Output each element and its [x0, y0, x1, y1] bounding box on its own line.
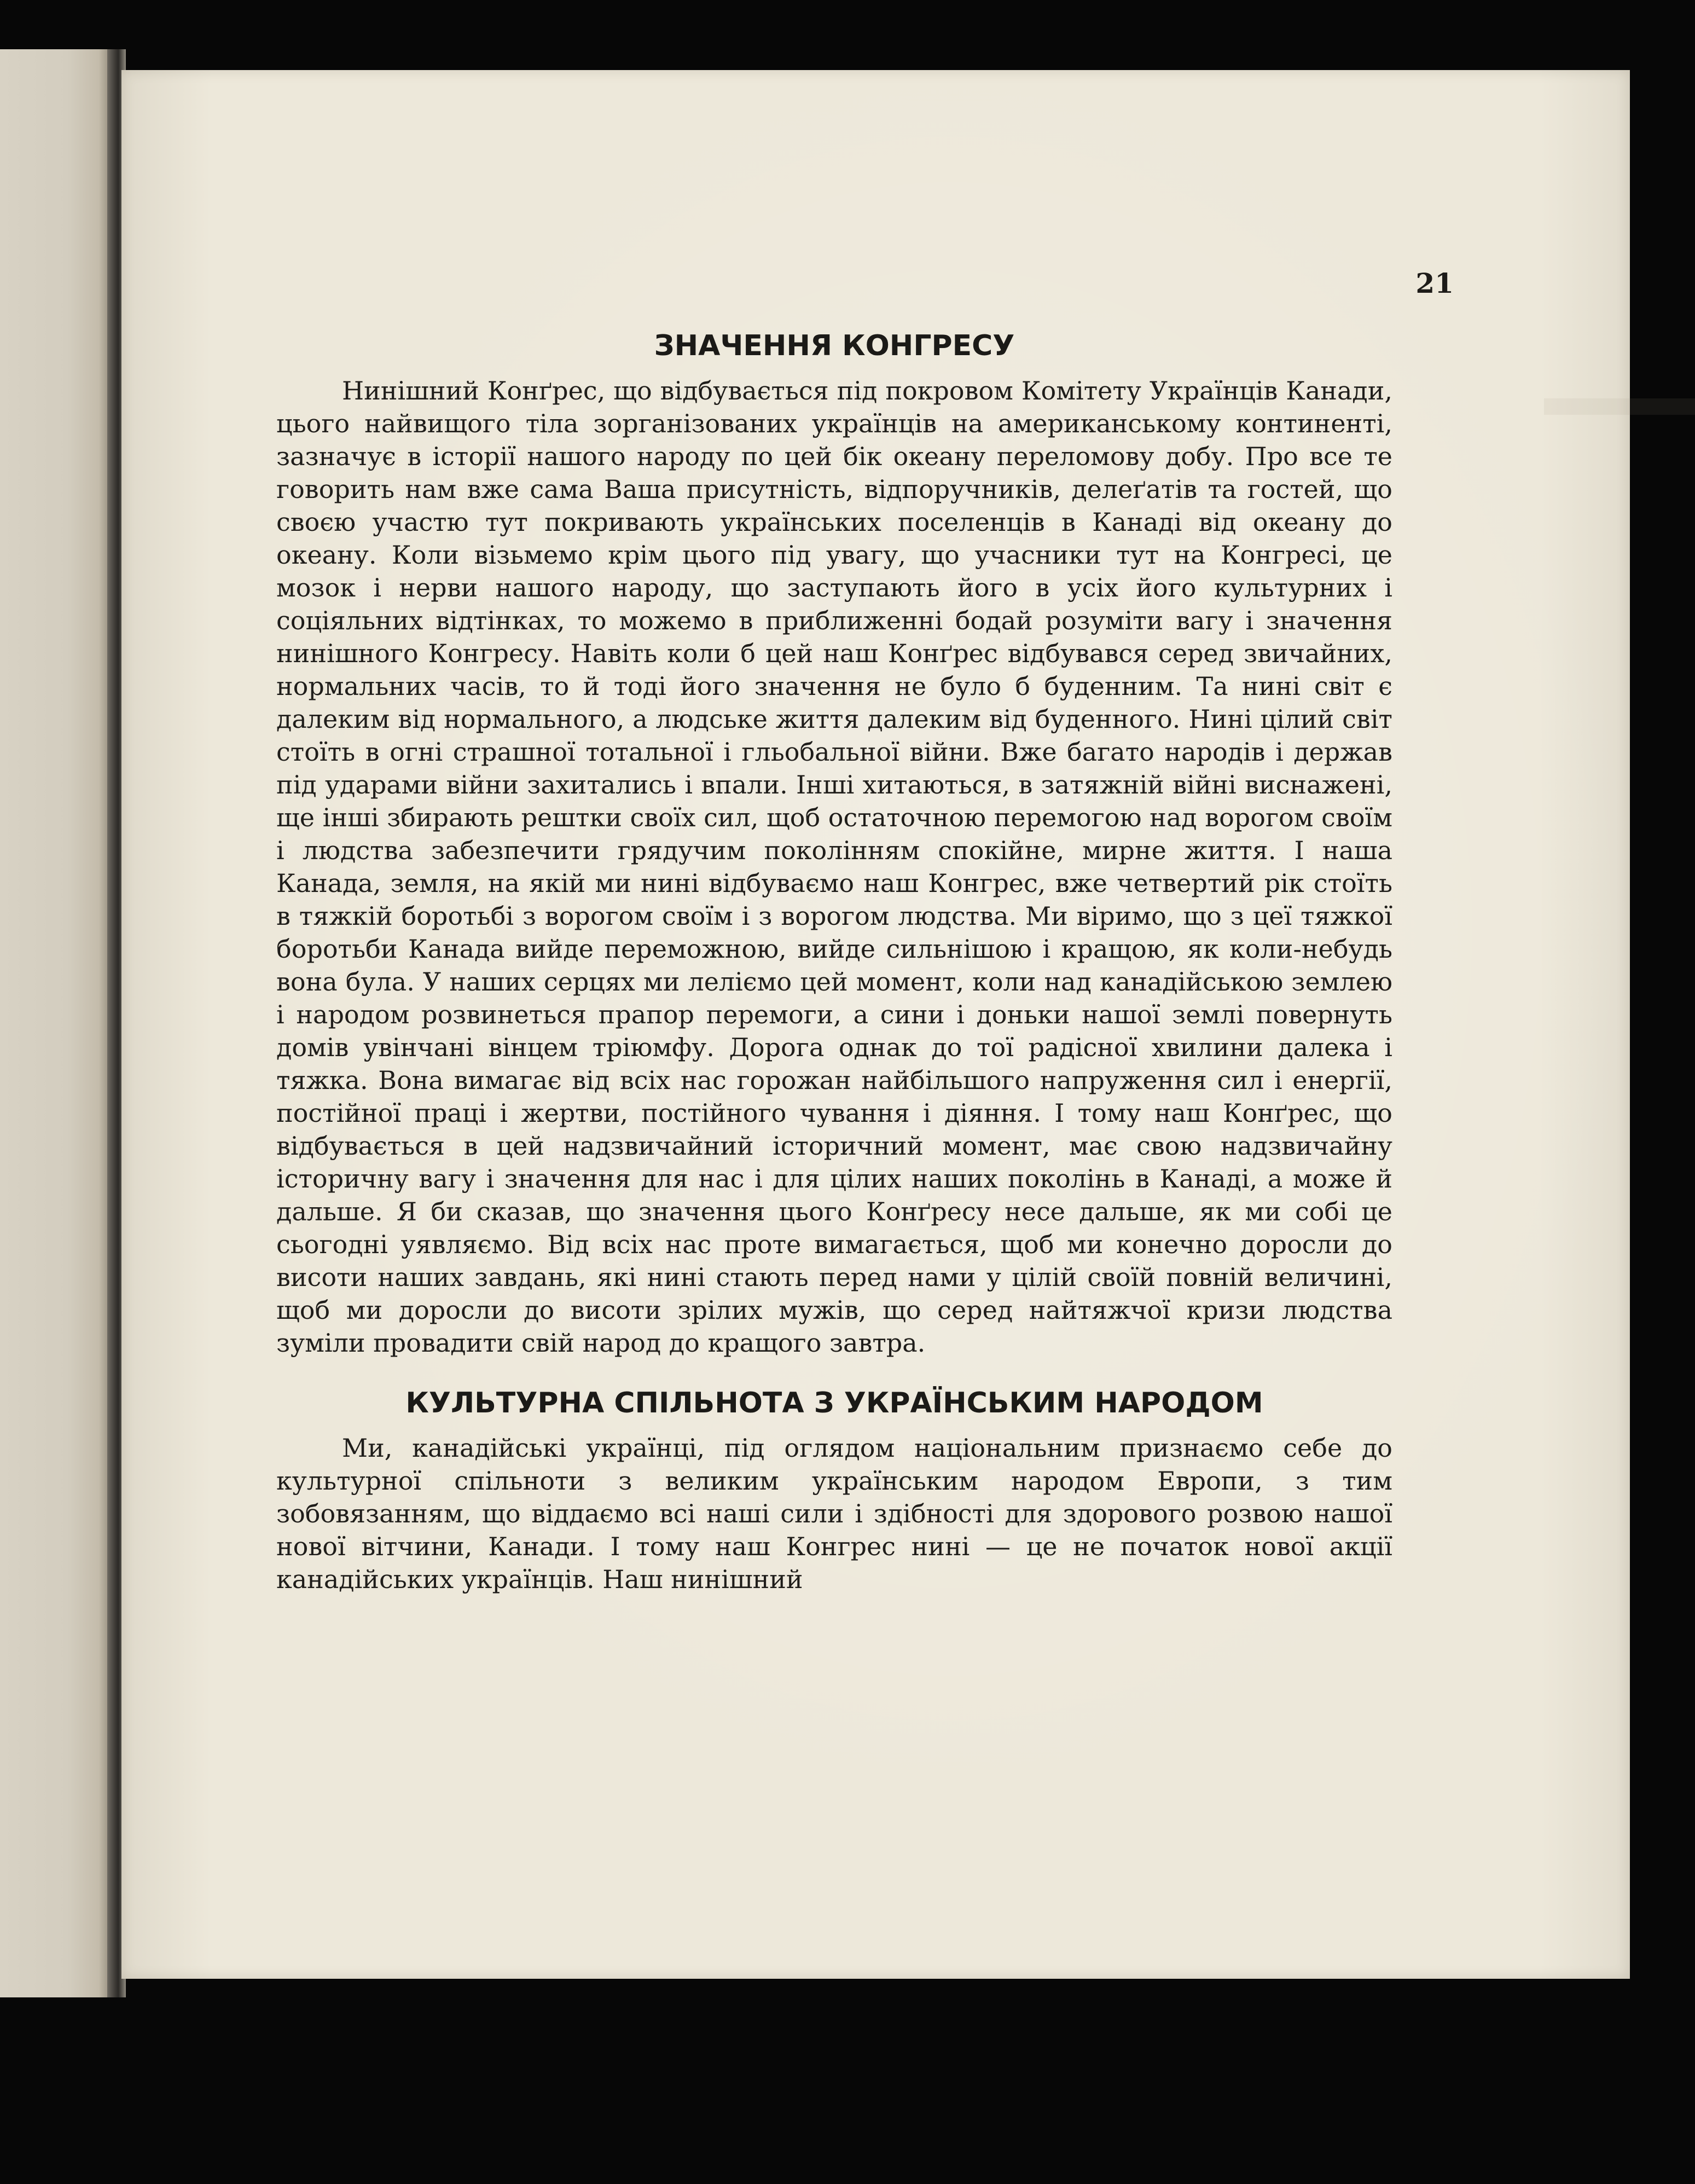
section-heading: ЗНАЧЕННЯ КОНГРЕСУ — [654, 329, 1015, 362]
section-paragraph: Ми, канадійські українці, під оглядом національним признаємо себе до культурної спільноти з великим українським народом Европи, з тим зобовязанням, що віддаємо всі наші сили і здібності для здорового розвою нашої нової вітчини, Канади. І тому наш Конгрес нині — це не початок нової акції канадійських українців. Наш нинішний — [276, 1433, 1392, 1594]
left-page-edge — [0, 49, 112, 1997]
show-through-shadow — [1544, 398, 1695, 415]
page-number: 21 — [1415, 267, 1454, 299]
section-heading: КУЛЬТУРНА СПІЛЬНОТА З УКРАЇНСЬКИМ НАРОДОМ — [405, 1387, 1263, 1420]
section-paragraph: Нинішний Конґрес, що відбувається під покровом Комітету Українців Канади, цього найвищого тіла зорганізованих українців на американському континенті, зазначує в історії нашого народу по цей бік океану переломову добу. Про все те говорить нам вже сама Ваша присутність, відпоручників, делеґатів та гостей, що своєю участю тут покривають українських поселенців в Канаді від океану до океану. Коли візьмемо крім цього під увагу, що учасники тут на Конгресі, це мозок і нерви нашого народу, що заступають його в усіх його культурних і соціяльних відтінках, то можемо в приближенні бодай розуміти вагу і значення нинішного Конгресу. Навіть коли б цей наш Конґрес відбувався серед звичайних, нормальних часів, то й тоді його значення не було б буденним. Та нині світ є далеким від нормального, а людське життя далеким від буденного. Нині цілий світ стоїть в огні страшної тотальної і гльобальної війни. Вже багато народів і держав під ударами війни захитались і впали. Інші хитаються, в затяжній війні виснажені, ще інші збирають рештки своїх сил, щоб остаточною перемогою над ворогом своїм і людства забезпечити грядучим поколінням спокійне, мирне життя. І наша Канада, земля, на якій ми нині відбуваємо наш Конгрес, вже четвертий рік стоїть в тяжкій боротьбі з ворогом своїм і з ворогом людства. Ми віримо, що з цеї тяжкої боротьби Канада вийде переможною, вийде сильнішою і кращою, як коли-небудь вона була. У наших серцях ми леліємо цей момент, коли над канадійською землею і народом розвинеться прапор перемоги, а сини і доньки нашої землі повернуть домів увінчані вінцем тріюмфу. Дорога однак до тої радісної хвилини далека і тяжка. Вона вимагає від всіх нас горожан найбільшого напруження сил і енергії, постійної праці і жертви, постійного чування і діяння. І тому наш Конґрес, що відбувається в цей надзвичайний історичний момент, має свою надзвичайну історичну вагу і значення для нас і для цілих наших поколінь в Канаді, а може й дальше. Я би сказав, що значення цього Конґресу несе дальше, як ми собі це сьогодні уявляємо. Від всіх нас проте вимагається, щоб ми конечно доросли до висоти наших завдань, які нині стають перед нами у цілій своїй повній величині, щоб ми доросли до висоти зрілих мужів, що серед найтяжчої кризи людства зуміли провадити свій народ до кращого завтра. — [276, 376, 1392, 1358]
page-text — [276, 329, 1392, 1596]
